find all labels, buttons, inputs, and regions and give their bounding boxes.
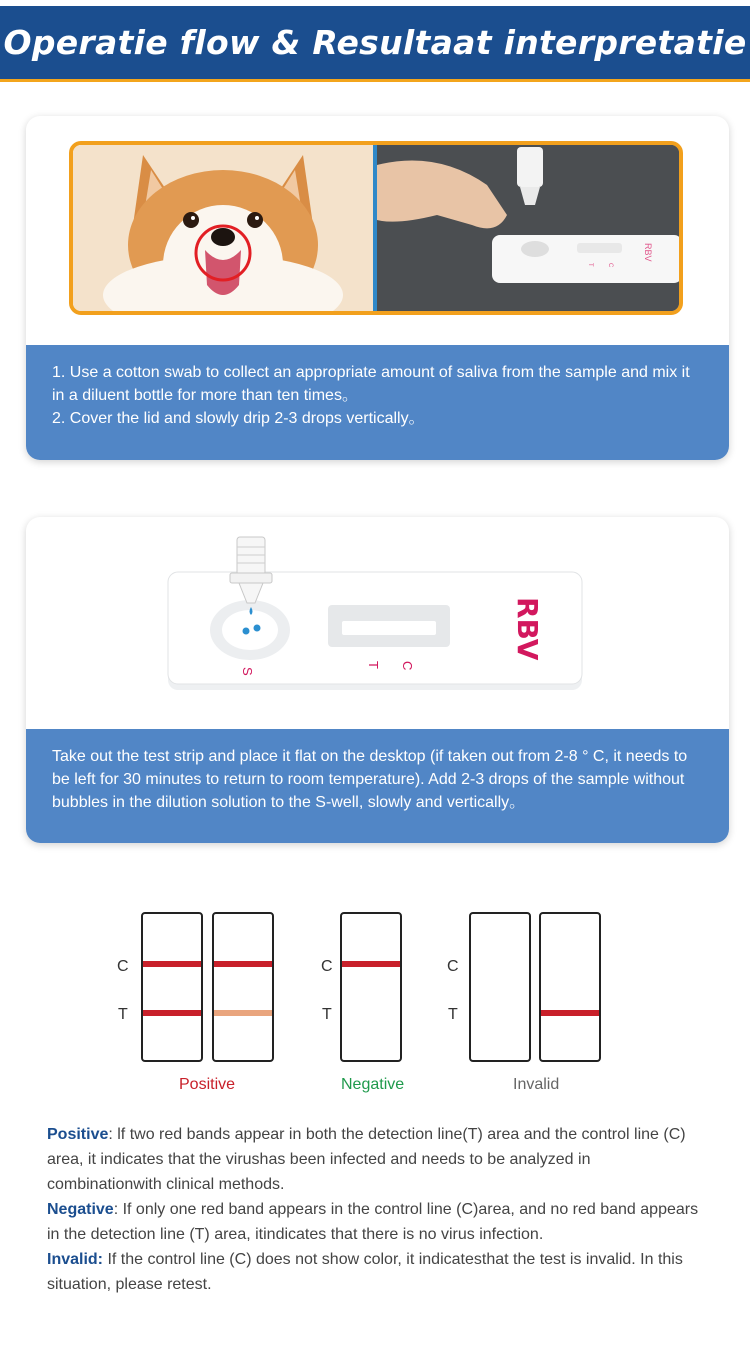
invalid-strip-2-t-band	[541, 1010, 599, 1016]
strip-t-label: T	[366, 661, 381, 669]
positive-term: Positive	[47, 1126, 109, 1143]
invalid-term: Invalid:	[47, 1251, 104, 1268]
positive-strip-2-t-band	[214, 1010, 272, 1016]
step1-photo-frame	[69, 141, 683, 315]
test-strip-illustration	[26, 517, 729, 729]
positive-strip-1-t-band	[143, 1010, 201, 1016]
strip-c-label: C	[400, 661, 415, 671]
positive-strip-2-c-band	[214, 961, 272, 967]
positive-strip-2	[213, 913, 273, 1061]
positive-legend: Positive	[179, 1076, 236, 1093]
strip-s-label: S	[240, 667, 255, 676]
photo-strip-t: T	[587, 263, 593, 267]
step1-line-1: 1. Use a cotton swab to collect an appropriate amount of saliva from the sample and mix it in a diluent bottle for more than ten times。	[52, 364, 690, 404]
result-explanation	[47, 1122, 707, 1297]
step2-caption	[26, 729, 729, 843]
negative-term: Negative	[47, 1201, 114, 1218]
dog-illustration	[73, 145, 373, 311]
positive-strip-1	[142, 913, 202, 1061]
results-diagram	[0, 900, 750, 1110]
positive-description: : lf two red bands appear in both the detection line(T) area and the control line (C) area, it indicates that the virushas been infected and needs to be analyzed in combinationwith clinical methods.	[47, 1126, 686, 1193]
test-strip-svg	[26, 517, 729, 729]
positive-c-label: C	[117, 958, 129, 975]
negative-c-label: C	[321, 958, 333, 975]
photo-strip-c: C	[607, 263, 613, 268]
dog-photo	[73, 145, 373, 311]
invalid-strip-1	[470, 913, 530, 1061]
negative-description: : If only one red band appears in the control line (C)area, and no red band appears in the detection line (T) area, itindicates that there is no virus infection.	[47, 1201, 699, 1243]
strip-brand-label: RBV	[511, 597, 544, 661]
positive-t-label: T	[118, 1006, 128, 1023]
invalid-strip-2	[540, 913, 600, 1061]
negative-strip-c-band	[342, 961, 400, 967]
negative-legend: Negative	[341, 1076, 405, 1093]
page-title: Operatie flow & Resultaat interpretatie	[3, 23, 747, 62]
test-illustration	[377, 145, 679, 311]
step1-card	[26, 116, 729, 460]
invalid-t-label: T	[448, 1006, 458, 1023]
positive-strip-1-c-band	[143, 961, 201, 967]
invalid-legend: Invalid	[513, 1076, 560, 1093]
negative-t-label: T	[322, 1006, 332, 1023]
page-header	[0, 6, 750, 82]
test-photo	[377, 145, 679, 311]
step2-text: Take out the test strip and place it flat on the desktop (if taken out from 2-8 ° C, it needs to be left for 30 minutes to return to room temperature). Add 2-3 drops of the sample without bubbles in the dilution solution to the S-well, slowly and vertically。	[52, 748, 688, 811]
step2-card	[26, 517, 729, 843]
invalid-description: If the control line (C) does not show color, it indicatesthat the test is invalid. In this situation, please retest.	[47, 1251, 683, 1293]
negative-strip	[341, 913, 401, 1061]
step1-line-2: 2. Cover the lid and slowly drip 2-3 drops vertically。	[52, 410, 425, 427]
step1-caption	[26, 345, 729, 460]
photo-strip-brand: RBV	[643, 243, 653, 262]
invalid-c-label: C	[447, 958, 459, 975]
